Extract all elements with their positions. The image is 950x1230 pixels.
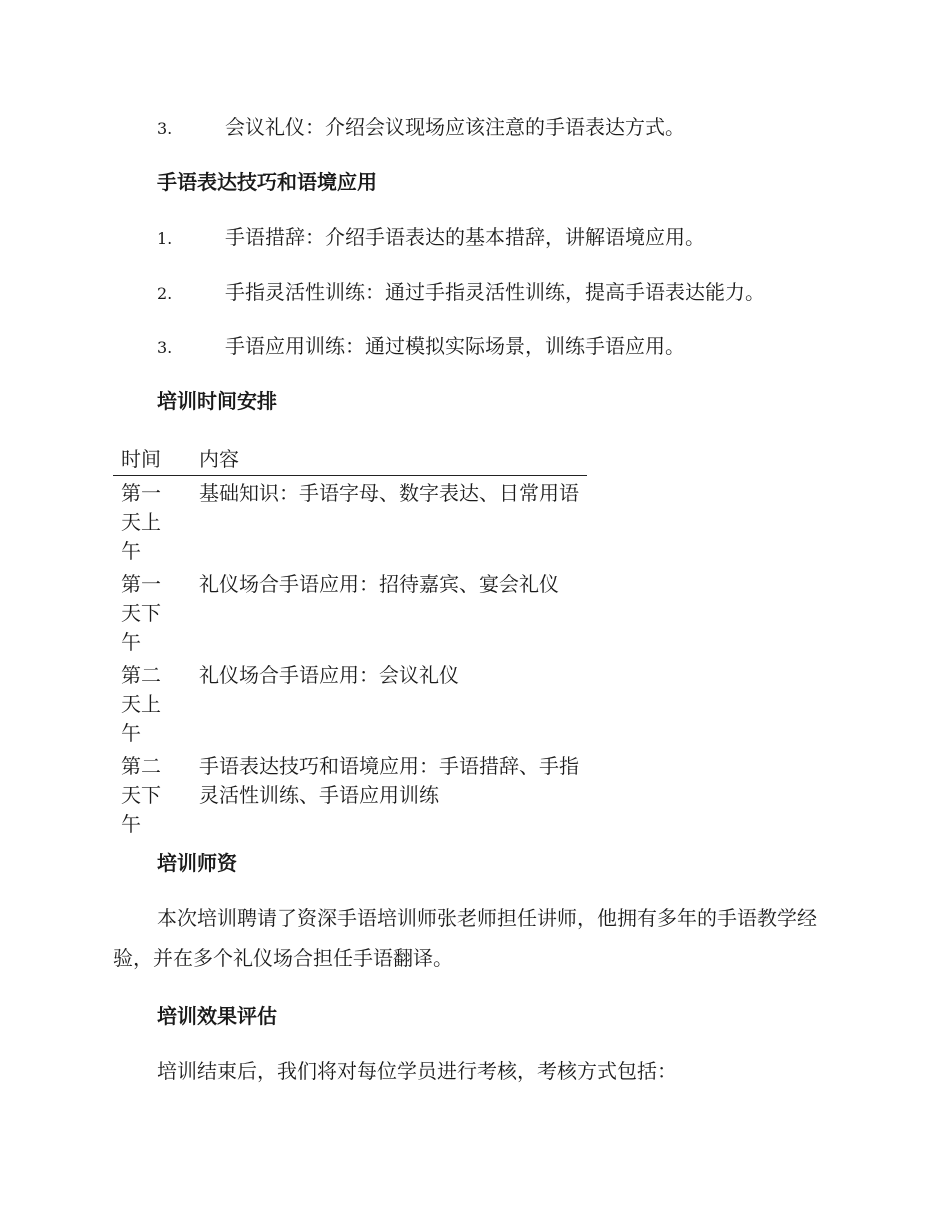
evaluation-paragraph: 培训结束后，我们将对每位学员进行考核，考核方式包括： <box>157 1059 677 1083</box>
schedule-table <box>113 444 587 840</box>
section-heading-schedule: 培训时间安排 <box>157 389 277 413</box>
table-cell-time: 第二天下午 <box>121 754 161 836</box>
section-heading-evaluation: 培训效果评估 <box>157 1004 277 1028</box>
list-text: 会议礼仪：介绍会议现场应该注意的手语表达方式。 <box>225 115 685 139</box>
list-item <box>157 277 765 309</box>
table-cell-content: 礼仪场合手语应用：会议礼仪 <box>199 663 459 687</box>
list-number: 3. <box>157 119 173 138</box>
list-item <box>157 112 685 144</box>
table-header <box>113 444 587 476</box>
list-item <box>157 331 685 363</box>
table-row <box>113 749 587 839</box>
table-cell-content: 礼仪场合手语应用：招待嘉宾、宴会礼仪 <box>199 572 559 596</box>
list-number: 3. <box>157 338 173 357</box>
table-row <box>113 567 587 657</box>
column-header-content: 内容 <box>199 447 239 471</box>
list-number: 2. <box>157 284 173 303</box>
section-heading-teacher: 培训师资 <box>157 851 237 875</box>
table-row <box>113 476 587 566</box>
teacher-paragraph: 本次培训聘请了资深手语培训师张老师担任讲师，他拥有多年的手语教学经验，并在多个礼仪场合担任手语翻译。 <box>113 906 817 970</box>
section-heading-skills: 手语表达技巧和语境应用 <box>157 170 377 194</box>
table-cell-time: 第二天上午 <box>121 663 161 745</box>
column-header-time: 时间 <box>121 447 161 471</box>
list-text: 手语措辞：介绍手语表达的基本措辞，讲解语境应用。 <box>225 225 705 249</box>
table-cell-time: 第一天上午 <box>121 481 161 563</box>
table-row <box>113 658 587 748</box>
table-cell-content: 基础知识：手语字母、数字表达、日常用语 <box>199 481 579 505</box>
table-cell-time: 第一天下午 <box>121 572 161 654</box>
list-number: 1. <box>157 229 173 248</box>
list-text: 手指灵活性训练：通过手指灵活性训练，提高手语表达能力。 <box>225 280 765 304</box>
list-item <box>157 222 705 254</box>
list-text: 手语应用训练：通过模拟实际场景，训练手语应用。 <box>225 334 685 358</box>
table-cell-content: 手语表达技巧和语境应用：手语措辞、手指灵活性训练、手语应用训练 <box>199 754 579 807</box>
